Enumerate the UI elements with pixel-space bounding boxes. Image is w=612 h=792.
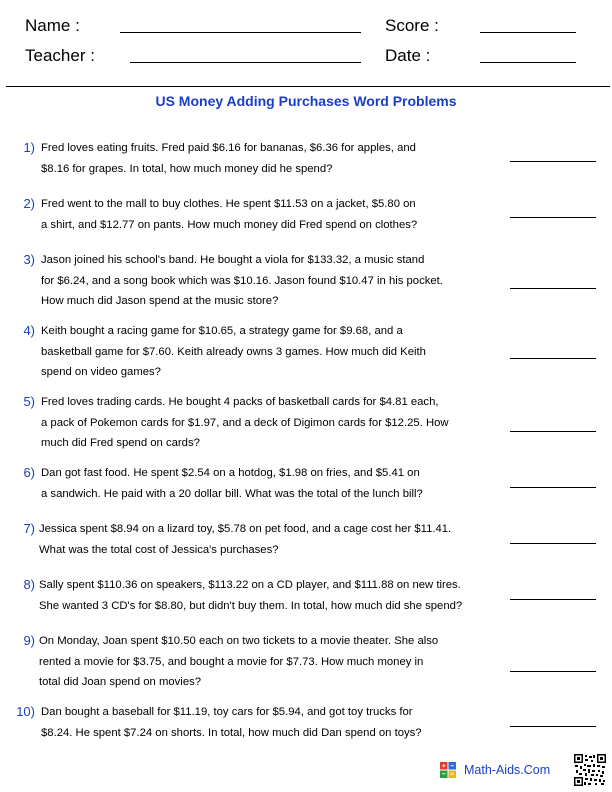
problem-number: 8) xyxy=(23,577,35,592)
header-divider xyxy=(6,86,610,87)
problem-line: for $6.24, and a song book which was $10.16. Jason found $10.47 in his pocket. xyxy=(41,274,443,287)
problem-line: basketball game for $7.60. Keith already owns 3 games. How much did Keith xyxy=(41,345,426,358)
problem-text xyxy=(41,702,422,743)
answer-field[interactable] xyxy=(510,487,596,488)
problem-text xyxy=(41,321,426,383)
problem-number: 9) xyxy=(23,633,35,648)
problem-line: rented a movie for $3.75, and bought a movie for $7.73. How much money in xyxy=(39,655,424,668)
problem-line: Dan bought a baseball for $11.19, toy cars for $5.94, and got toy trucks for xyxy=(41,706,413,718)
problem-line: Fred loves trading cards. He bought 4 packs of basketball cards for $4.81 each, xyxy=(41,396,439,408)
problem-line: Jessica spent $8.94 on a lizard toy, $5.78 on pet food, and a cage cost her $11.41. xyxy=(39,523,452,535)
problem-number: 3) xyxy=(23,252,35,267)
problem-number: 6) xyxy=(23,465,35,480)
math-aids-logo-icon xyxy=(440,762,456,778)
answer-field[interactable] xyxy=(510,543,596,544)
problem-line: Dan got fast food. He spent $2.54 on a hotdog, $1.98 on fries, and $5.41 on xyxy=(41,467,420,479)
score-field[interactable] xyxy=(480,32,576,33)
problem-line: What was the total cost of Jessica's purchases? xyxy=(39,543,279,556)
worksheet-title: US Money Adding Purchases Word Problems xyxy=(155,93,457,109)
name-label: Name : xyxy=(25,16,80,35)
problem-line: a sandwich. He paid with a 20 dollar bill. What was the total of the lunch bill? xyxy=(41,487,423,500)
problem-text xyxy=(41,392,449,454)
answer-field[interactable] xyxy=(510,358,596,359)
date-field[interactable] xyxy=(480,62,576,63)
teacher-field[interactable] xyxy=(130,62,361,63)
problem-line: Keith bought a racing game for $10.65, a strategy game for $9.68, and a xyxy=(41,325,403,337)
answer-field[interactable] xyxy=(510,217,596,218)
problem-number: 5) xyxy=(23,394,35,409)
teacher-label: Teacher : xyxy=(25,46,95,65)
answer-field[interactable] xyxy=(510,671,596,672)
problem-line: much did Fred spend on cards? xyxy=(41,437,200,449)
problem-text xyxy=(41,250,443,312)
problem-text xyxy=(41,463,423,504)
qr-code-icon xyxy=(574,754,606,786)
problem-text xyxy=(41,194,417,235)
problem-line: How much did Jason spend at the music store? xyxy=(41,295,279,307)
date-label: Date : xyxy=(385,46,431,65)
problem-line: a shirt, and $12.77 on pants. How much money did Fred spend on clothes? xyxy=(41,218,418,231)
footer-brand[interactable]: Math-Aids.Com xyxy=(464,763,551,777)
problem-line: She wanted 3 CD's for $8.80, but didn't buy them. In total, how much did she spend? xyxy=(39,599,463,612)
answer-field[interactable] xyxy=(510,431,596,432)
answer-field[interactable] xyxy=(510,599,596,600)
problem-text xyxy=(41,138,416,179)
problem-text xyxy=(39,519,451,560)
problem-text xyxy=(39,575,462,616)
score-label: Score : xyxy=(385,16,439,35)
problem-number: 4) xyxy=(23,323,35,338)
problem-line: Sally spent $110.36 on speakers, $113.22 on a CD player, and $111.88 on new tires. xyxy=(39,579,461,591)
problem-line: $8.16 for grapes. In total, how much money did he spend? xyxy=(41,162,333,175)
problem-line: Jason joined his school's band. He bought a viola for $133.32, a music stand xyxy=(41,254,425,266)
answer-field[interactable] xyxy=(510,726,596,727)
problem-number: 1) xyxy=(23,140,35,155)
problem-number: 10) xyxy=(16,704,35,719)
problem-line: $8.24. He spent $7.24 on shorts. In total, how much did Dan spend on toys? xyxy=(41,726,422,739)
problem-line: On Monday, Joan spent $10.50 each on two tickets to a movie theater. She also xyxy=(39,635,439,647)
problem-number: 2) xyxy=(23,196,35,211)
problem-line: total did Joan spend on movies? xyxy=(39,676,202,688)
answer-field[interactable] xyxy=(510,161,596,162)
problem-line: Fred loves eating fruits. Fred paid $6.16 for bananas, $6.36 for apples, and xyxy=(41,142,416,154)
answer-field[interactable] xyxy=(510,288,596,289)
problem-text xyxy=(39,631,438,693)
problem-line: a pack of Pokemon cards for $1.97, and a deck of Digimon cards for $12.25. How xyxy=(41,416,449,429)
name-field[interactable] xyxy=(120,32,361,33)
problem-line: Fred went to the mall to buy clothes. He spent $11.53 on a jacket, $5.80 on xyxy=(41,198,416,210)
problem-number: 7) xyxy=(23,521,35,536)
problem-line: spend on video games? xyxy=(41,366,161,378)
